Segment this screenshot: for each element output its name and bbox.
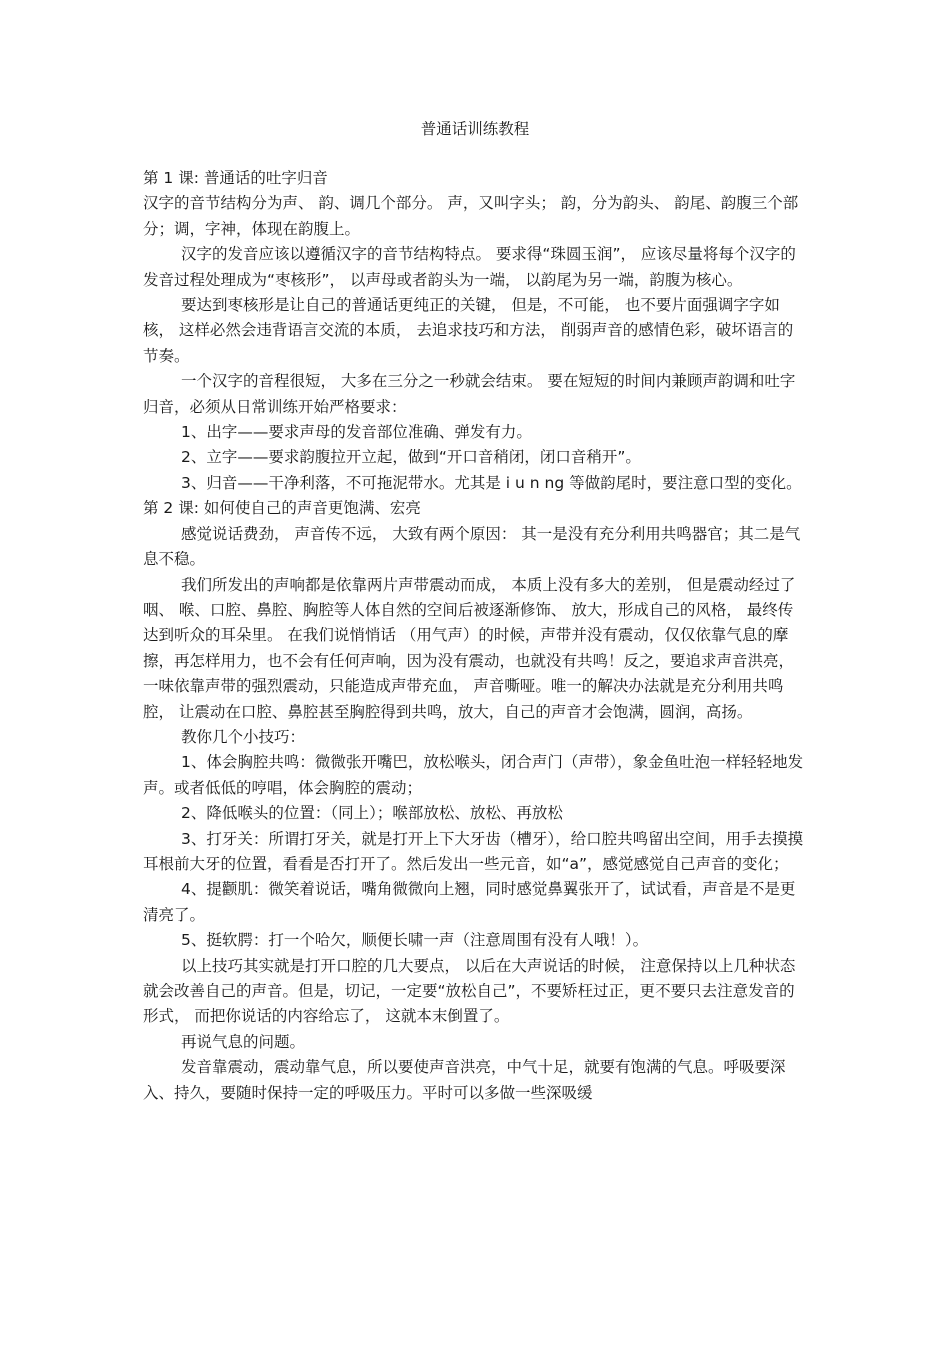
page-title: 普通话训练教程 [420, 120, 530, 138]
lesson2-tip-2: 2、降低喉头的位置：（同上）；喉部放松、放松、再放松 [181, 804, 563, 823]
lesson2-paragraph-5: 再说气息的问题。 [181, 1032, 306, 1051]
lesson2-heading: 第 2 课: 如何使自己的声音更饱满、宏亮 [143, 499, 421, 518]
lesson1-paragraph-2: 汉字的发音应该以遵循汉字的音节结构特点。 要求得“珠圆玉润”， 应该尽量将每个汉字的发音过程处理成为“枣核形”， 以声母或者韵头为一端， 以韵尾为另一端，韵腹为核心。 [143, 245, 796, 289]
lesson1-paragraph-1: 汉字的音节结构分为声、 韵、调几个部分。 声，又叫字头； 韵，分为韵头、 韵尾、韵腹三个部分；调，字神，体现在韵腹上。 [143, 194, 799, 238]
lesson1-item-1: 1、出字——要求声母的发音部位准确、弹发有力。 [181, 423, 532, 442]
lesson1-paragraph-4: 一个汉字的音程很短， 大多在三分之一秒就会结束。 要在短短的时间内兼顾声韵调和吐字归音，必须从日常训练开始严格要求： [143, 372, 796, 416]
lesson2-paragraph-1: 感觉说话费劲， 声音传不远， 大致有两个原因： 其一是没有充分利用共鸣器官；其二是气息不稳。 [143, 524, 801, 569]
lesson1-item-3: 3、归音——干净利落，不可拖泥带水。尤其是 i u n ng 等做韵尾时，要注意口型的变化。 [181, 473, 802, 492]
lesson2-tip-1: 1、体会胸腔共鸣：微微张开嘴巴，放松喉头，闭合声门（声带），象金鱼吐泡一样轻轻地发声。或者低低的哼唱，体会胸腔的震动； [143, 753, 804, 797]
lesson1-paragraph-3: 要达到枣核形是让自己的普通话更纯正的关键， 但是，不可能， 也不要片面强调字字如核， 这样必然会违背语言交流的本质， 去追求技巧和方法， 削弱声音的感情色彩，破坏语言的节奏。 [143, 296, 794, 365]
lesson2-paragraph-3: 教你几个小技巧： [181, 727, 306, 746]
lesson1-item-2: 2、立字——要求韵腹拉开立起，做到“开口音稍闭，闭口音稍开”。 [181, 448, 641, 467]
lesson2-tip-4: 4、提颧肌：微笑着说话，嘴角微微向上翘，同时感觉鼻翼张开了，试试看，声音是不是更清亮了。 [143, 880, 796, 924]
lesson2-paragraph-2: 我们所发出的声响都是依靠两片声带震动而成， 本质上没有多大的差别， 但是震动经过了咽、 喉、口腔、鼻腔、胸腔等人体自然的空间后被逐渐修饰、 放大，形成自己的风格， 最终传达到听众的耳朵里。 在我们说悄悄话 （用气声）的时候，声带并没有震动，仅仅依靠气息的摩擦，再怎样用力，也不会有任何声响，因为没有震动，也就没有共鸣！反之，要追求声音洪亮，一味依靠声带的强烈震动，只能造成声带充血， 声音嘶哑。唯一的解决办法就是充分利用共鸣腔， 让震动在口腔、鼻腔甚至胸腔得到共鸣，放大，自己的声音才会饱满，圆润，高扬。 [143, 575, 796, 721]
document-body [143, 166, 805, 1106]
lesson2-tip-3: 3、打牙关：所谓打牙关，就是打开上下大牙齿（槽牙），给口腔共鸣留出空间，用手去摸摸耳根前大牙的位置，看看是否打开了。然后发出一些元音，如“a”，感觉感觉自己声音的变化； [143, 829, 804, 873]
lesson1-heading: 第 1 课: 普通话的吐字归音 [143, 169, 328, 187]
lesson2-tip-5: 5、挺软腭：打一个哈欠，顺便长啸一声（注意周围有没有人哦！）。 [181, 931, 649, 950]
lesson2-paragraph-6: 发音靠震动，震动靠气息，所以要使声音洪亮，中气十足，就要有饱满的气息。呼吸要深入、持久，要随时保持一定的呼吸压力。平时可以多做一些深吸缓 [143, 1058, 786, 1102]
lesson2-paragraph-4: 以上技巧其实就是打开口腔的几大要点， 以后在大声说话的时候， 注意保持以上几种状态就会改善自己的声音。但是，切记，一定要“放松自己”，不要矫枉过正，更不要只去注意发音的形式， 而把你说话的内容给忘了， 这就本末倒置了。 [143, 956, 796, 1026]
